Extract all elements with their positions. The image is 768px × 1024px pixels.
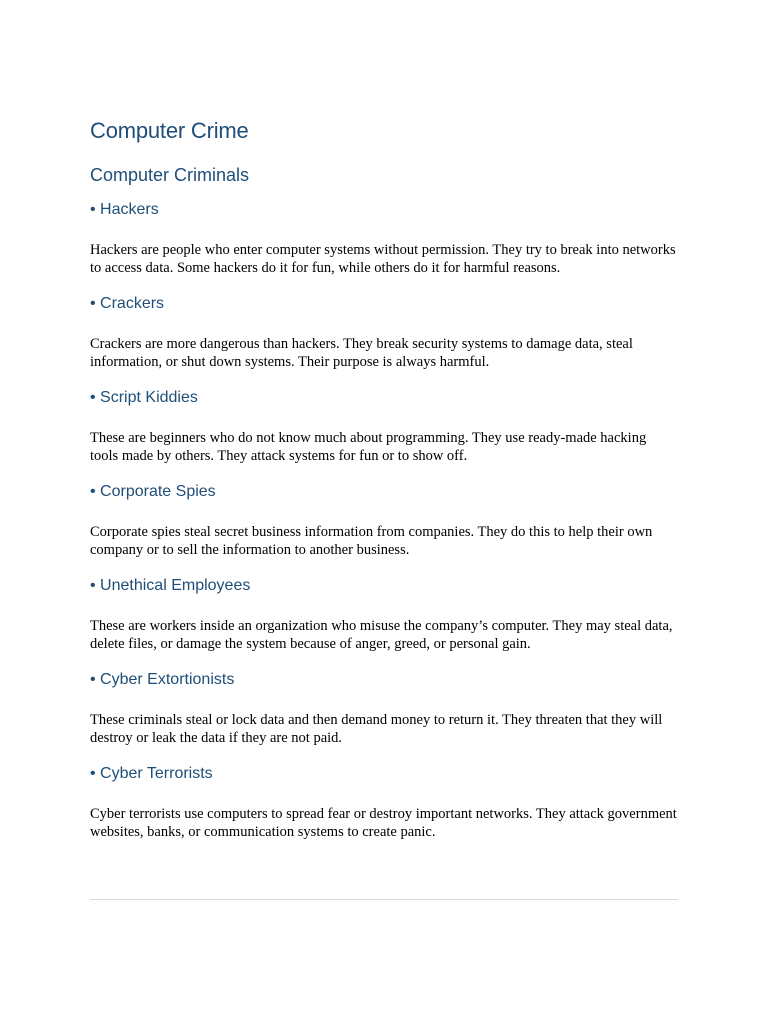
entry-crackers <box>90 293 678 371</box>
entry-body: These are beginners who do not know much about programming. They use ready-made hacking tools made by others. They attack systems for fun or to show off. <box>90 430 647 464</box>
entry-corporate-spies <box>90 481 678 559</box>
entry-body: Hackers are people who enter computer systems without permission. They try to break into networks to access data. Some hackers do it for fun, while others do it for harmful reasons. <box>90 242 676 276</box>
entry-heading: • Hackers <box>90 201 159 218</box>
entry-heading: • Unethical Employees <box>90 577 251 594</box>
entry-heading: • Corporate Spies <box>90 483 216 500</box>
entry-body: These criminals steal or lock data and then demand money to return it. They threaten that they will destroy or leak the data if they are not paid. <box>90 712 663 746</box>
entry-cyber-terrorists <box>90 763 678 841</box>
entry-unethical-employees <box>90 575 678 653</box>
entry-body: Crackers are more dangerous than hackers. They break security systems to damage data, steal information, or shut down systems. Their purpose is always harmful. <box>90 336 633 370</box>
entry-heading: • Crackers <box>90 295 165 312</box>
entry-heading: • Cyber Terrorists <box>90 765 213 782</box>
entry-hackers <box>90 199 678 277</box>
entry-cyber-extortionists <box>90 669 678 747</box>
entry-body: Corporate spies steal secret business information from companies. They do this to help their own company or to sell the information to another business. <box>90 524 653 558</box>
document-title: Computer Crime <box>90 118 249 143</box>
entry-heading: • Cyber Extortionists <box>90 671 235 688</box>
section-title: Computer Criminals <box>90 165 250 185</box>
horizontal-divider <box>90 899 678 900</box>
document-page <box>90 116 678 841</box>
entry-script-kiddies <box>90 387 678 465</box>
entry-body: These are workers inside an organization who misuse the company’s computer. They may steal data, delete files, or damage the system because of anger, greed, or personal gain. <box>90 618 673 652</box>
entry-body: Cyber terrorists use computers to spread fear or destroy important networks. They attack government websites, banks, or communication systems to create panic. <box>90 806 677 840</box>
entry-heading: • Script Kiddies <box>90 389 198 406</box>
